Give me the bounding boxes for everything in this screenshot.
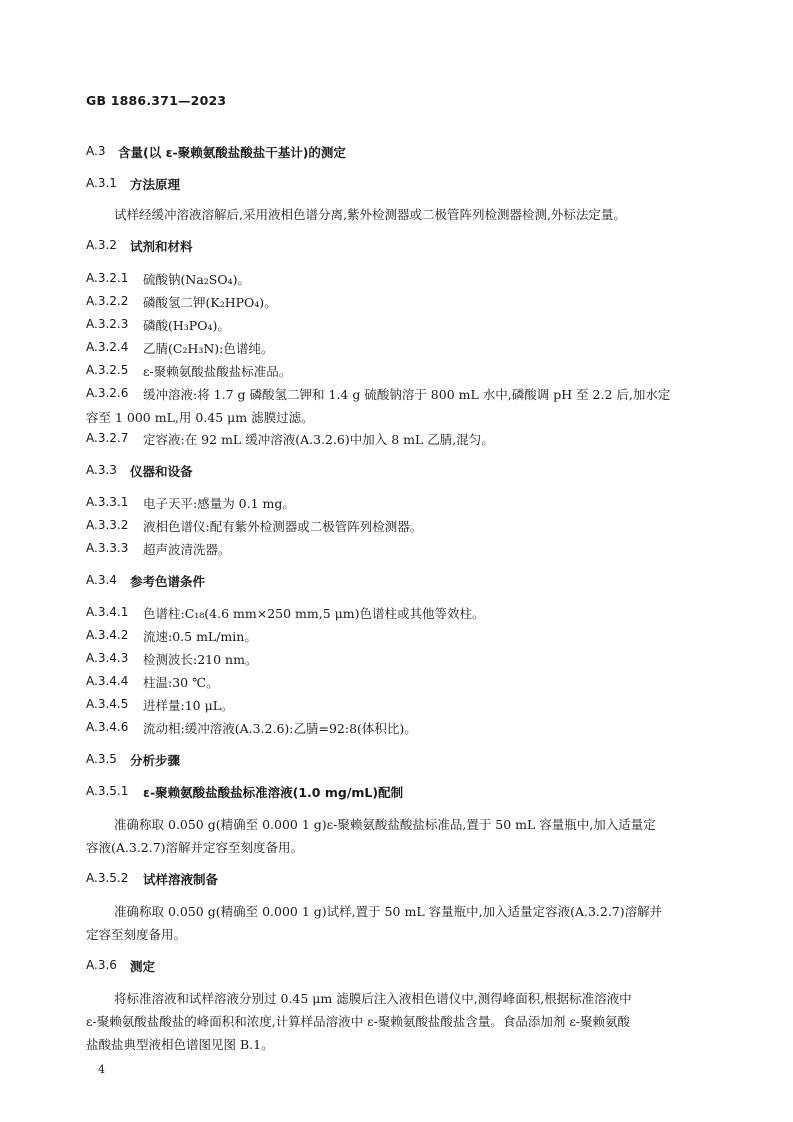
section-number: A.3.4 [86, 573, 117, 587]
paragraph-continued: 容液(A.3.2.7)溶解并定容至刻度备用。 [86, 840, 304, 855]
item-number: A.3.2.5 [86, 363, 129, 377]
item-text: 柱温:30 ℃。 [143, 675, 219, 690]
item-number: A.3.4.1 [86, 605, 129, 619]
section-number: A.3.6 [86, 958, 117, 972]
item-text: 缓冲溶液:将 1.7 g 磷酸氢二钾和 1.4 g 硫酸钠溶于 800 mL 水中,磷酸调 pH 至 2.2 后,加水定 [143, 387, 671, 402]
item-number: A.3.3.3 [86, 541, 129, 555]
paragraph-continued: 定容至刻度备用。 [86, 927, 187, 942]
paragraph: 准确称取 0.050 g(精确至 0.000 1 g)ε-聚赖氨酸盐酸盐标准品,置于 50 mL 容量瓶中,加入适量定 [114, 817, 656, 832]
item-text: 磷酸(H₃PO₄)。 [143, 318, 230, 333]
section-title: 测定 [130, 959, 156, 974]
item-text: 电子天平:感量为 0.1 mg。 [143, 496, 295, 511]
section-title: 参考色谱条件 [130, 574, 206, 589]
section-title: 含量(以 ε-聚赖氨酸盐酸盐干基计)的测定 [118, 145, 346, 160]
item-text: 磷酸氢二钾(K₂HPO₄)。 [143, 295, 277, 310]
item-text: 定容液:在 92 mL 缓冲溶液(A.3.2.6)中加入 8 mL 乙腈,混匀。 [143, 432, 494, 447]
item-text: 乙腈(C₂H₃N):色谱纯。 [143, 341, 274, 356]
item-number: A.3.2.1 [86, 271, 129, 285]
item-number: A.3.2.4 [86, 340, 129, 354]
item-number: A.3.4.2 [86, 628, 129, 642]
item-number: A.3.4.5 [86, 697, 129, 711]
item-number: A.3.4.6 [86, 720, 129, 734]
paragraph-continued: 盐酸盐典型液相色谱图见图 B.1。 [86, 1037, 274, 1052]
item-number: A.3.2.6 [86, 386, 129, 400]
paragraph: 准确称取 0.050 g(精确至 0.000 1 g)试样,置于 50 mL 容量瓶中,加入适量定容液(A.3.2.7)溶解并 [114, 904, 663, 919]
section-number: A.3.5.1 [86, 784, 129, 798]
document-header: GB 1886.371—2023 [86, 93, 227, 108]
section-title: 方法原理 [130, 177, 181, 192]
section-title: 仪器和设备 [130, 464, 193, 479]
item-text: 超声波清洗器。 [143, 542, 231, 557]
section-number: A.3.1 [86, 176, 117, 190]
section-title: 分析步骤 [130, 753, 181, 768]
item-text: 检测波长:210 nm。 [143, 652, 258, 667]
item-number: A.3.2.3 [86, 317, 129, 331]
section-number: A.3.2 [86, 238, 117, 252]
section-number: A.3.3 [86, 463, 117, 477]
item-text: 进样量:10 μL。 [143, 698, 234, 713]
item-text: 流速:0.5 mL/min。 [143, 629, 257, 644]
item-number: A.3.2.7 [86, 431, 129, 445]
item-text: 流动相:缓冲溶液(A.3.2.6):乙腈=92:8(体积比)。 [143, 721, 417, 736]
item-text: 色谱柱:C₁₈(4.6 mm×250 mm,5 μm)色谱柱或其他等效柱。 [143, 606, 485, 621]
paragraph: 将标准溶液和试样溶液分别过 0.45 μm 滤膜后注入液相色谱仪中,测得峰面积,根据标准溶液中 [114, 991, 632, 1006]
section-number: A.3.5 [86, 752, 117, 766]
section-number: A.3 [86, 144, 106, 158]
item-number: A.3.4.3 [86, 651, 129, 665]
item-number: A.3.4.4 [86, 674, 129, 688]
item-text: 硫酸钠(Na₂SO₄)。 [143, 272, 250, 287]
section-title: 试剂和材料 [130, 239, 193, 254]
item-number: A.3.2.2 [86, 294, 129, 308]
item-number: A.3.3.1 [86, 495, 129, 509]
section-number: A.3.5.2 [86, 871, 129, 885]
paragraph-continued: ε-聚赖氨酸盐酸盐的峰面积和浓度,计算样品溶液中 ε-聚赖氨酸盐酸盐含量。食品添加剂 ε-聚赖氨酸 [86, 1014, 631, 1029]
paragraph: 试样经缓冲溶液溶解后,采用液相色谱分离,紫外检测器或二极管阵列检测器检测,外标法定量。 [114, 207, 626, 222]
section-title: ε-聚赖氨酸盐酸盐标准溶液(1.0 mg/mL)配制 [143, 785, 404, 800]
item-text: ε-聚赖氨酸盐酸盐标准品。 [143, 364, 292, 379]
item-text: 液相色谱仪:配有紫外检测器或二极管阵列检测器。 [143, 519, 423, 534]
item-text-continued: 容至 1 000 mL,用 0.45 μm 滤膜过滤。 [86, 410, 314, 425]
section-title: 试样溶液制备 [143, 872, 219, 887]
item-number: A.3.3.2 [86, 518, 129, 532]
page-number: 4 [98, 1063, 105, 1076]
